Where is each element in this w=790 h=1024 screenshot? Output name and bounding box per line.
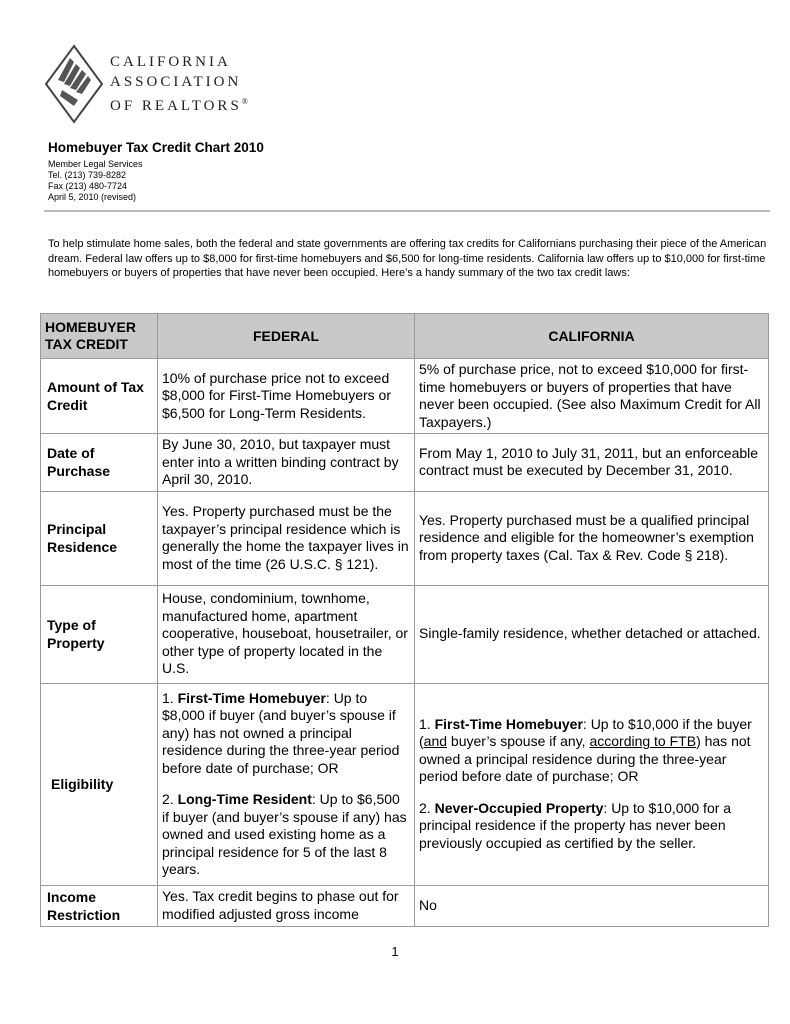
- federal-cell: 10% of purchase price not to exceed $8,000 for First-Time Homebuyers or $6,500 for Long-Term Residents.: [158, 359, 415, 434]
- table-row: [41, 434, 769, 492]
- federal-cell: House, condominium, townhome, manufactured home, apartment cooperative, houseboat, housetrailer, or other type of property located in the U.S.: [158, 585, 415, 683]
- row-label: Type of Property: [41, 585, 158, 683]
- table-row: [41, 683, 769, 885]
- car-logo-mark-icon: [44, 44, 104, 124]
- header-cell-label: HOMEBUYER TAX CREDIT: [41, 314, 158, 359]
- table-header-row: [41, 314, 769, 359]
- header-cell-federal: FEDERAL: [158, 314, 415, 359]
- logo-line-3: OF REALTORS®: [110, 97, 248, 114]
- table-row: [41, 885, 769, 926]
- federal-cell: Yes. Property purchased must be the taxpayer’s principal residence which is generally the home the taxpayer lives in most of the time (26 U.S.C. § 121).: [158, 491, 415, 585]
- intro-paragraph: To help stimulate home sales, both the federal and state governments are offering tax credits for Californians purchasing their piece of the American dream. Federal law offers up to $8,000 for first-time homebuyers and $6,500 for long-time residents. California law offers up to $10,000 for first-time homebuyers or buyers of properties that have never been occupied. Here’s a handy summary of the two tax credit laws:: [48, 238, 767, 279]
- row-label: Eligibility: [41, 683, 158, 885]
- federal-eligibility-item-2: 2. Long-Time Resident: Up to $6,500 if buyer (and buyer’s spouse if any) has owned and used existing home as a principal residence for 5 of the last 8 years.: [162, 791, 407, 877]
- federal-eligibility-item-1: 1. First-Time Homebuyer: Up to $8,000 if buyer (and buyer’s spouse if any) has not owned a principal residence during the three-year period before date of purchase; OR: [162, 689, 400, 776]
- california-cell: 5% of purchase price, not to exceed $10,000 for first-time homebuyers or buyers of properties that have never been occupied. (See also Maximum Credit for All Taxpayers.): [415, 359, 769, 434]
- table-row: [41, 359, 769, 434]
- california-eligibility-item-2: 2. Never-Occupied Property: Up to $10,000 for a principal residence if the property has never been previously occupied as certified by the seller.: [419, 799, 732, 851]
- california-cell: [415, 683, 769, 885]
- table-row: [41, 491, 769, 585]
- fax-line: Fax (213) 480-7724: [48, 181, 128, 191]
- federal-cell: Yes. Tax credit begins to phase out for modified adjusted gross income: [158, 885, 415, 926]
- california-eligibility-item-1: 1. First-Time Homebuyer: Up to $10,000 if the buyer (and buyer’s spouse if any, according to FTB) has not owned a principal residence during the three-year period before date of purchase; OR: [419, 715, 752, 785]
- california-cell: Yes. Property purchased must be a qualified principal residence and eligible for the homeowner’s exemption from property taxes (Cal. Tax & Rev. Code § 218).: [415, 491, 769, 585]
- federal-cell: [158, 683, 415, 885]
- california-cell: No: [415, 885, 769, 926]
- tax-credit-table: [40, 313, 769, 927]
- document-title: Homebuyer Tax Credit Chart 2010: [48, 140, 264, 155]
- header-divider: [44, 210, 770, 212]
- california-cell: Single-family residence, whether detached or attached.: [415, 585, 769, 683]
- car-logo: [44, 44, 284, 124]
- logo-line-2: ASSOCIATION: [110, 74, 242, 90]
- row-label: Income Restriction: [41, 885, 158, 926]
- table-row: [41, 585, 769, 683]
- tel-line: Tel. (213) 739-8282: [48, 170, 127, 180]
- row-label: Principal Residence: [41, 491, 158, 585]
- federal-cell: By June 30, 2010, but taxpayer must enter into a written binding contract by April 30, 2010.: [158, 434, 415, 492]
- logo-text: [110, 52, 248, 116]
- logo-line-1: CALIFORNIA: [110, 54, 231, 70]
- document-header: [48, 140, 264, 203]
- dept-line: Member Legal Services: [48, 159, 143, 169]
- california-cell: From May 1, 2010 to July 31, 2011, but an enforceable contract must be executed by December 31, 2010.: [415, 434, 769, 492]
- row-label: Amount of Tax Credit: [41, 359, 158, 434]
- page-number: 1: [391, 944, 399, 959]
- row-label: Date of Purchase: [41, 434, 158, 492]
- header-cell-california: CALIFORNIA: [415, 314, 769, 359]
- date-line: April 5, 2010 (revised): [48, 192, 137, 202]
